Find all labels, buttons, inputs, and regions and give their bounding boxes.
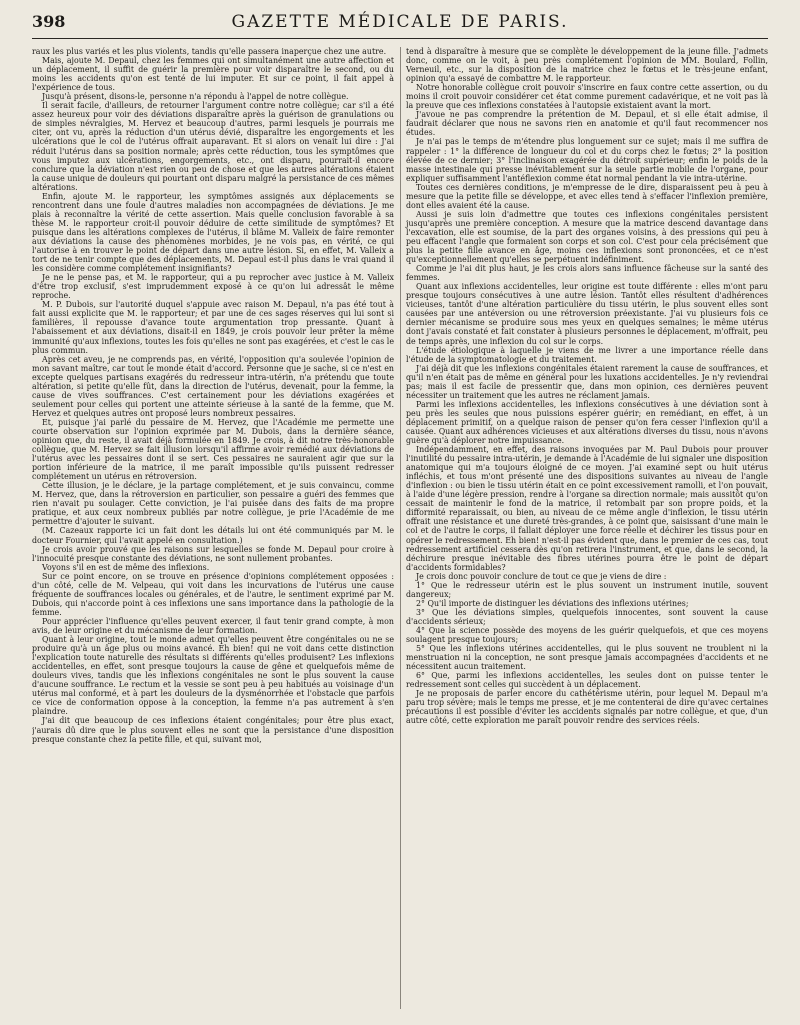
left-column bbox=[32, 47, 394, 1009]
paragraph: Je n'ai pas le temps de m'étendre plus longuement sur ce sujet; mais il me suffira de rappeler : 1° la différence de longueur du col et du corps chez le fœtus; 2° la position élevée de ce dernier; 3° l'inclinaison exagérée du détroit supérieur; enfin le poids de la masse intestinale qui presse inévitablement sur la seule partie mobile de l'organe, pour expliquer suffisamment l'antéflexion comme état normal pendant la vie intra-utérine. bbox=[406, 137, 768, 183]
paragraph: Je crois donc pouvoir conclure de tout ce que je viens de dire : bbox=[416, 571, 667, 581]
paragraph: Quant aux inflexions accidentelles, leur origine est toute différente : elles m'ont paru presque toujours consécutives à une autre lésion. Tantôt elles résultent d'adhérences vicieuses, tantôt d'une altération particulière du tissu utérin, le plus souvent elles sont causées par une antéversion ou une rétroversion préexistante. J'ai vu plusieurs fois ce dernier mécanisme se produire sous mes yeux en quelques semaines; le même utérus dont j'avais constaté et fait constater à plusieurs personnes le déplacement, m'offrait, peu de temps après, une inflexion du col sur le corps. bbox=[406, 282, 768, 346]
paragraph: Jusqu'à présent, disons-le, personne n'a répondu à l'appel de notre collègue. bbox=[42, 92, 349, 102]
paragraph: 6° Que, parmi les inflexions accidentelles, les seules dont on puisse tenter le redressement sont celles qui succèdent à un déplacement. bbox=[406, 671, 768, 690]
paragraph: Toutes ces dernières conditions, je m'empresse de le dire, disparaissent peu à peu à mesure que la petite fille se développe, et avec elles tend à s'effacer l'inflexion première, dont elles avaient été la cause. bbox=[406, 182, 768, 210]
paragraph: 5° Que les inflexions utérines accidentelles, qui le plus souvent ne troublent ni la menstruation ni la conception, ne sont presque jamais accompagnées d'accidents et ne nécessitent aucun traitement. bbox=[406, 644, 768, 672]
page-number: 398 bbox=[32, 12, 66, 31]
page-header bbox=[32, 12, 768, 39]
paragraph: Sur ce point encore, on se trouve en présence d'opinions complétement opposées : d'un côté, celle de M. Velpeau, qui voit dans les incurvations de l'utérus une cause fréquente de souffrances locales ou générales, et de l'autre, le sentiment exprimé par M. Dubois, qui n'accorde point à ces inflexions une sans importance dans la pathologie de la femme. bbox=[32, 571, 394, 617]
journal-title: GAZETTE MÉDICALE DE PARIS. bbox=[231, 12, 569, 32]
paragraph: 2° Qu'il importe de distinguer les déviations des inflexions utérines; bbox=[416, 598, 689, 608]
paragraph: raux les plus variés et les plus violents, tandis qu'elle passera inaperçue chez une autre. bbox=[32, 47, 387, 56]
paragraph: Parmi les inflexions accidentelles, les inflexions consécutives à une déviation sont à peu près les seules que nous puissions espérer guérir; en remédiant, en effet, à un déplacement primitif, on a quelque raison de penser qu'on fera cesser l'inflexion qu'il a causée. Quant aux adhérences vicieuses et aux altérations diverses du tissu, nous n'avons guère qu'à déplorer notre impuissance. bbox=[406, 399, 768, 446]
paragraph: 4° Que la science possède des moyens de les guérir quelquefois, et que ces moyens soulagent presque toujours; bbox=[406, 626, 768, 645]
paragraph: Quant à leur origine, tout le monde admet qu'elles peuvent être congénitales ou ne se produire qu'à un âge plus ou moins avancé. Eh bien! qui ne voit dans cette distinction l'explication toute naturelle des résultats si différents qu'elles produisent? Les inflexions accidentelles, en effet, sont presque toujours la cause de gêne et quelquefois même de douleurs vives, tandis que les inflexions congénitales ne sont le plus souvent la cause d'aucune souffrance. Le rectum et la vessie se sont peu à peu habitués au voisinage d'un utérus mal conformé, et à part les douleurs de la dysménorrhée et l'obstacle que parfois ce vice de conformation oppose à la conception, la femme n'a pas autrement à s'en plaindre. bbox=[32, 635, 394, 717]
paragraph: Après cet aveu, je ne comprends pas, en vérité, l'opposition qu'a soulevée l'opinion de mon savant maître, car tout le monde était d'accord. Personne que je sache, si ce n'est en excepte quelques partisans exagérés du redresseur intra-utérin, n'a prétendu que toute altération, si petite qu'elle fût, dans la direction de l'utérus, devenait, pour la femme, la cause de vives souffrances. C'est certainement pour les déviations exagérées et seulement pour celles qui portent une atteinte sérieuse à la santé de la femme, que M. Hervez et quelques autres ont proposé leurs nombreux pessaires. bbox=[32, 354, 394, 418]
paragraph: 1° Que le redresseur utérin est le plus souvent un instrument inutile, souvent dangereux; bbox=[406, 580, 768, 599]
paragraph: J'ai dit que beaucoup de ces inflexions étaient congénitales; pour être plus exact, j'aurais dû dire que le plus souvent elles ne sont que la persistance d'une disposition presque constante chez la petite fille, et qui, suivant moi, bbox=[32, 716, 394, 744]
paragraph: tend à disparaître à mesure que se complète le développement de la jeune fille. J'admets donc, comme on le voit, à peu près complétement l'opinion de MM. Boulard, Follin, Verneuil, etc., sur la disposition de la matrice chez le fœtus et le très-jeune enfant, opinion qu'a essayé de combattre M. le rapporteur. bbox=[406, 47, 768, 84]
paragraph: Voyons s'il en est de même des inflexions. bbox=[42, 562, 210, 572]
paragraph: Mais, ajoute M. Depaul, chez les femmes qui ont simultanément une autre affection et un déplacement, il suffit de guérir la première pour voir disparaître le second, ou du moins les accidents qu'on est tenté de lui imputer. Et sur ce point, il fait appel à l'expérience de tous. bbox=[32, 56, 394, 93]
paragraph: Et, puisque j'ai parlé du pessaire de M. Hervez, que l'Académie me permette une courte observation sur l'opinion exprimée par M. Dubois, dans la dernière séance, opinion que, du reste, il avait déjà formulée en 1849. Je crois, à dit notre très-honorable collègue, que M. Hervez se fait illusion lorsqu'il affirme avoir remédié aux déviations de l'utérus avec les pessaires dont il se sert. Ces pessaires ne sauraient agir que sur la portion inférieure de la matrice, il me paraît impossible qu'ils puissent redresser complétement un utérus en rétroversion. bbox=[32, 417, 394, 482]
paragraph: L'étude étiologique à laquelle je viens de me livrer a une importance réelle dans l'étude de la symptomatologie et du traitement. bbox=[406, 345, 768, 364]
paragraph: J'avoue ne pas comprendre la prétention de M. Depaul, et si elle était admise, il faudrait déclarer que nous ne savons rien en anatomie et qu'il faut recommencer nos études. bbox=[406, 110, 768, 138]
paragraph: (M. Cazeaux rapporte ici un fait dont les détails lui ont été communiqués par M. le docteur Fournier, qui l'avait appelé en consultation.) bbox=[32, 526, 394, 545]
paragraph: Cette illusion, je le déclare, je la partage complétement, et je suis convaincu, comme M. Hervez, que, dans la rétroversion en particulier, son pessaire a guéri des femmes que rien n'avait pu soulager. Cette conviction, je l'ai puisée dans des faits de ma propre pratique, et aux ceux nombreux publiés par notre collègue, je prie l'Académie de me permettre d'ajouter le suivant. bbox=[32, 481, 394, 527]
paragraph: Il serait facile, d'ailleurs, de retourner l'argument contre notre collègue; car s'il a été assez heureux pour voir des déviations disparaître après la guérison de granulations ou de simples névralgies, M. Hervez et beaucoup d'autres, parmi lesquels je pourrais me citer, ont vu, après la réduction d'un utérus dévié, disparaître les engorgements et les ulcérations que le col de l'utérus offrait auparavant. Et si alors on venait lui dire : J'ai réduit l'utérus dans sa position normale; après cette réduction, tous les symptômes que vous imputez aux ulcérations, engorgements, etc., ont disparu, pourrait-il encore conclure que la déviation n'est rien ou peu de chose et que les autres altérations étaient la cause unique de douleurs qui pourtant ont disparu malgré la persistance de ces mêmes altérations. bbox=[32, 101, 394, 192]
paragraph: J'ai déjà dit que les inflexions congénitales étaient rarement la cause de souffrances, et qu'il n'en était pas de même en général pour les luxations accidentelles. Je n'y reviendrai pas; mais il est facile de pressentir que, dans mon opinion, ces dernières peuvent nécessiter un traitement que les autres ne réclament jamais. bbox=[406, 363, 768, 400]
paragraph: 3° Que les déviations simples, quelquefois innocentes, sont souvent la cause d'accidents sérieux; bbox=[406, 607, 768, 626]
paragraph: Indépendamment, en effet, des raisons invoquées par M. Paul Dubois pour prouver l'inutilité du pessaire intra-utérin, je demande à l'Académie de lui signaler une disposition anatomique qui m'a toujours éloigné de ce moyen. J'ai examiné sept ou huit utérus infléchis, et tous m'ont présenté une des dispositions suivantes au niveau de l'angle d'inflexion : ou bien le tissu utérin était en ce point excessivement ramolli, et l'on pouvait, à l'aide d'une légère pression, rendre à l'organe sa direction normale; mais aussitôt qu'on cessait de maintenir le fond de la matrice, il retombait par son propre poids, et la difformité reparaissait, ou bien, au niveau de ce même angle d'inflexion, le tissu utérin offrait une résistance et une dureté très-grandes, à ce point que, saisissant d'une main le col et de l'autre le corps, il fallait déployer une force réelle et déchirer les tissus pour en opérer le redressement. Eh bien! n'est-il pas évident que, dans le premier de ces cas, tout redressement artificiel cessera dès qu'on retirera l'instrument, et que, dans le second, la déchirure presque inévitable des fibres utérines pourra être le point de départ d'accidents formidables? bbox=[406, 445, 768, 572]
paragraph: Notre honorable collègue croit pouvoir s'inscrire en faux contre cette assertion, ou du moins il croit pouvoir considérer cet état comme purement cadavérique, et ne voit pas là la preuve que ces inflexions constatées à l'autopsie existaient avant la mort. bbox=[406, 83, 768, 111]
paragraph: Je crois avoir prouvé que les raisons sur lesquelles se fonde M. Depaul pour croire à l'innocuité presque constante des déviations, ne sont nullement probantes. bbox=[32, 544, 394, 563]
paragraph: M. P. Dubois, sur l'autorité duquel s'appuie avec raison M. Depaul, n'a pas été tout à fait aussi explicite que M. le rapporteur; et par une de ces sages réserves qui lui sont si familières, il repousse d'avance toute argumentation trop pressante. Quant à l'abaissement et aux déviations, disait-il en 1849, je crois pouvoir leur prêter la même immunité qu'aux inflexions, toutes les fois qu'elles ne sont pas exagérées, et c'est le cas le plus commun. bbox=[32, 300, 394, 355]
paragraph: Enfin, ajoute M. le rapporteur, les symptômes assignés aux déplacements se rencontrent dans une foule d'autres maladies non accompagnées de déviations. Je me plais à reconnaître la vérité de cette assertion. Mais quelle conclusion favorable à sa thèse M. le rapporteur croit-il pouvoir déduire de cette similitude de symptômes? Et puisque dans les altérations complexes de l'utérus, il blâme M. Valleix de faire remonter aux déviations la cause des phénomènes morbides, je ne vois pas, en vérité, ce qui l'autorise à en trouver le point de départ dans une autre lésion. Si, en effet, M. Valleix a tort de ne tenir compte que des déplacements, M. Depaul est-il plus dans le vrai quand il les considère comme complétement insignifiants? bbox=[32, 191, 394, 274]
right-column bbox=[406, 47, 768, 1009]
paragraph: Je ne proposais de parler encore du cathétérisme utérin, pour lequel M. Depaul m'a paru trop sévère; mais le temps me presse, et je me contenterai de dire qu'avec certaines précautions il est possible d'éviter les accidents signalés par notre collègue, et que, d'un autre côté, cette exploration me paraît pouvoir rendre des services réels. bbox=[406, 689, 768, 726]
text-columns bbox=[32, 47, 768, 1009]
paragraph: Pour apprécier l'influence qu'elles peuvent exercer, il faut tenir grand compte, à mon avis, de leur origine et du mécanisme de leur formation. bbox=[32, 616, 394, 635]
paragraph: Aussi je suis loin d'admettre que toutes ces inflexions congénitales persistent jusqu'après une première conception. A mesure que la matrice descend davantage dans l'excavation, elle est soumise, de la part des organes voisins, à des pressions qui peu à peu effacent l'angle que formaient son corps et son col. C'est pour cela précisément que plus la petite fille avance en âge, moins ces inflexions sont prononcées, et ce n'est qu'exceptionnellement qu'elles se perpétuent indéfiniment. bbox=[406, 209, 768, 265]
paragraph: Je ne le pense pas, et M. le rapporteur, qui a pu reprocher avec justice à M. Valleix d'être trop exclusif, s'est imprudemment exposé à ce qu'on lui adressât le même reproche. bbox=[32, 273, 394, 301]
paragraph: Comme je l'ai dit plus haut, je les crois alors sans influence fâcheuse sur la santé des femmes. bbox=[406, 264, 768, 283]
